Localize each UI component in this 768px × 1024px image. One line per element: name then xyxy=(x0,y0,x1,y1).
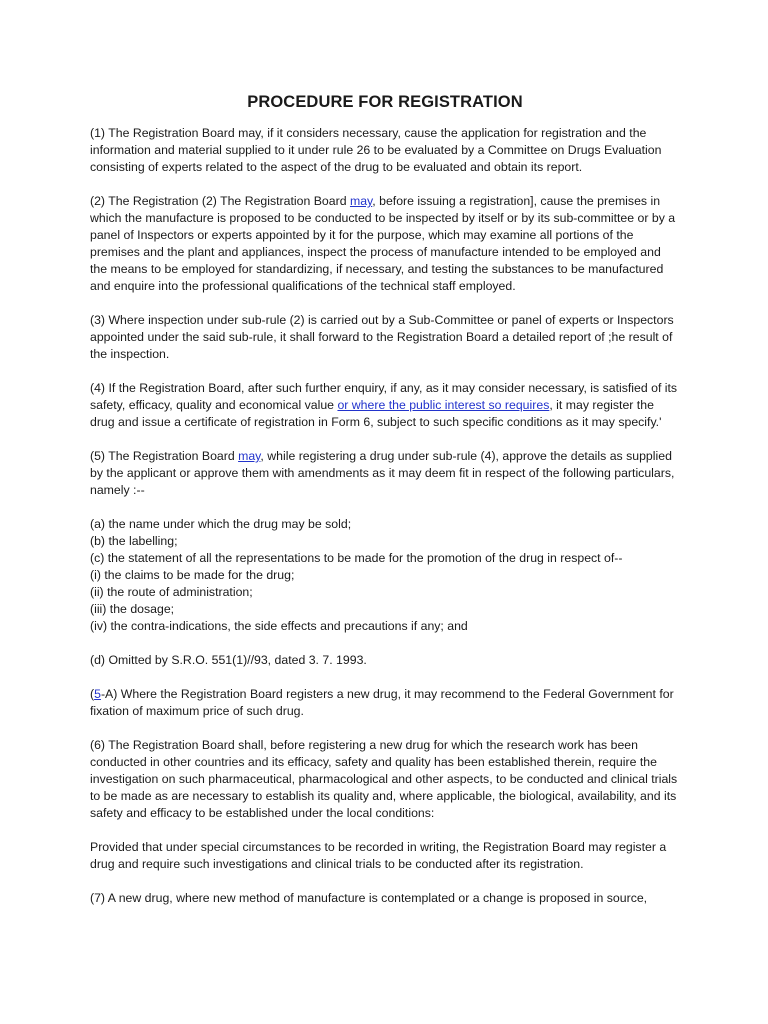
page-title: PROCEDURE FOR REGISTRATION xyxy=(247,93,523,111)
may-link[interactable]: may xyxy=(349,194,373,208)
paragraph-5 xyxy=(90,448,680,499)
list-item: (iv) the contra-indications, the side effects and precautions if any; and xyxy=(90,619,468,633)
paragraph-2-text-before: (2) The Registration (2) The Registration Board xyxy=(90,194,350,208)
paragraph-5-text-after: , while registering a drug under sub-rule (4), approve the details as supplied by the applicant or approve them with amendments as it may deem fit in respect of the following particulars, namely :-- xyxy=(90,449,675,497)
list-item: (iii) the dosage; xyxy=(90,602,175,616)
paragraph-7: (7) A new drug, where new method of manufacture is contemplated or a change is proposed in source, xyxy=(90,891,648,905)
rule-5-link[interactable]: 5 xyxy=(94,687,101,701)
paragraph-2 xyxy=(90,193,680,295)
public-interest-link[interactable]: or where the public interest so requires xyxy=(337,398,550,412)
list-item: (a) the name under which the drug may be sold; xyxy=(90,517,352,531)
paragraph-4 xyxy=(90,380,680,431)
paragraph-5a-text-after: -A) Where the Registration Board registers a new drug, it may recommend to the Federal Government for fixation of maximum price of such drug. xyxy=(90,687,674,718)
paragraph-5-text-before: (5) The Registration Board xyxy=(90,449,239,463)
document-page xyxy=(90,93,680,924)
list-item: (i) the claims to be made for the drug; xyxy=(90,568,295,582)
paragraph-1: (1) The Registration Board may, if it considers necessary, cause the application for registration and the information and material supplied to it under rule 26 to be evaluated by a Committee on Drugs Evaluation consisting of experts related to the aspect of the drug to be evaluated and obtain its report. xyxy=(90,126,662,174)
paragraph-2-text-after: , before issuing a registration], cause the premises in which the manufacture is proposed to be conducted to be inspected by itself or by its sub-committee or by a panel of Inspectors or experts appointed by it for the purpose, which may examine all portions of the premises and the plant and appliances, inspect the process of manufacture intended to be employed and the means to be employed for standardizing, if necessary, and testing the substances to be manufactured and enquire into the professional qualifications of the technical staff employed. xyxy=(90,194,676,293)
paragraph-proviso: Provided that under special circumstances to be recorded in writing, the Registration Board may register a drug and require such investigations and clinical trials to be conducted after its registration. xyxy=(90,840,667,871)
paragraph-4-text-before: (4) If the Registration Board, after such further enquiry, if any, as it may consider necessary, is satisfied of its safety, efficacy, quality and economical value xyxy=(90,381,678,412)
paragraph-5a-text-before: ( xyxy=(90,687,95,701)
list-item: (c) the statement of all the representations to be made for the promotion of the drug in respect of-- xyxy=(90,551,623,565)
paragraph-3: (3) Where inspection under sub-rule (2) is carried out by a Sub-Committee or panel of experts or Inspectors appointed under the said sub-rule, it shall forward to the Registration Board a detailed report of ;he result of the inspection. xyxy=(90,313,674,361)
paragraph-6: (6) The Registration Board shall, before registering a new drug for which the research work has been conducted in other countries and its efficacy, safety and quality has been established therein, require the investigation on such pharmaceutical, pharmacological and other aspects, to be conducted and clinical trials to be made as are necessary to establish its quality and, where applicable, the biological, availability, and its safety and efficacy to be established under the local conditions: xyxy=(90,738,678,820)
may-link[interactable]: may xyxy=(238,449,261,463)
paragraph-5a xyxy=(90,686,680,720)
list-item: (b) the labelling; xyxy=(90,534,178,548)
particulars-list xyxy=(90,516,680,635)
paragraph-d: (d) Omitted by S.R.O. 551(1)//93, dated 3. 7. 1993. xyxy=(90,653,367,667)
paragraph-4-text-after: , it may register the drug and issue a certificate of registration in Form 6, subject to such specific conditions as it may specify.' xyxy=(90,398,662,429)
list-item: (ii) the route of administration; xyxy=(90,585,253,599)
